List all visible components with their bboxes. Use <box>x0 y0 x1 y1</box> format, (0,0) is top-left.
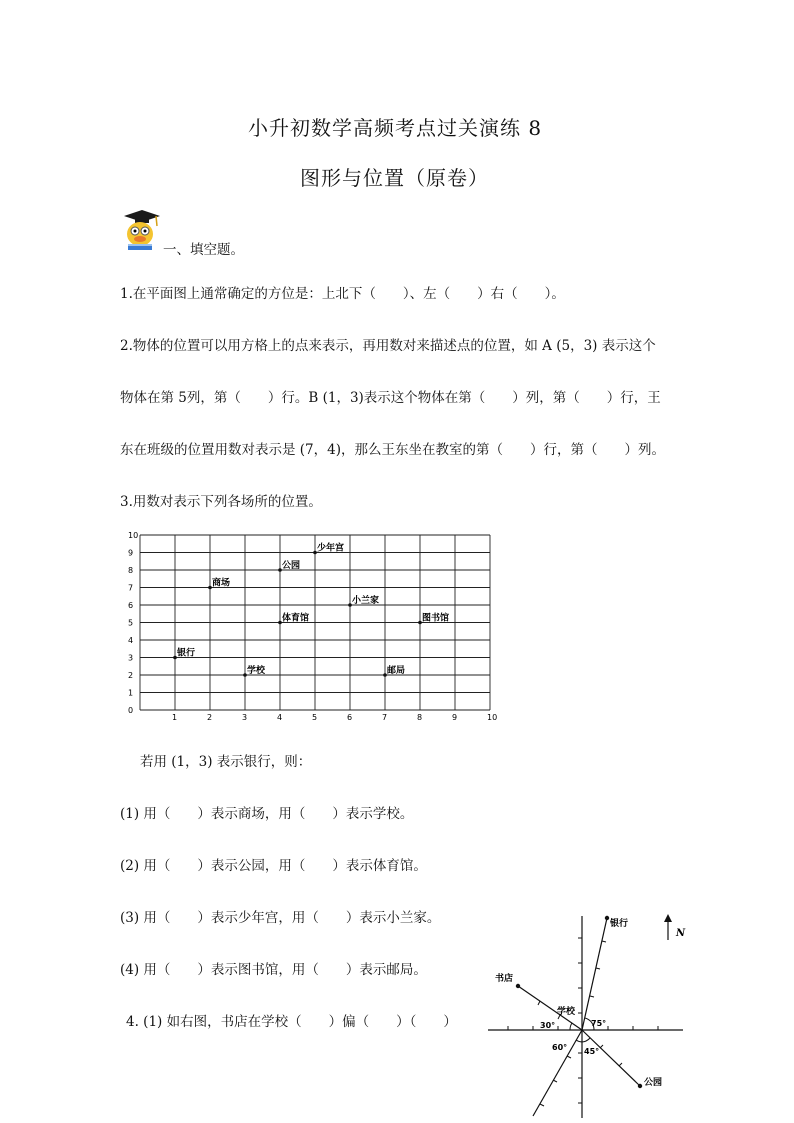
angle-75-label: 75° <box>591 1019 607 1028</box>
ray-to-park <box>582 1030 640 1086</box>
north-label: N <box>676 928 686 939</box>
place-label: 银行 <box>177 648 196 659</box>
angle-45-label: 45° <box>584 1047 600 1056</box>
question-4: 4. (1) 如右图，书店在学校（ ）偏（ ）（ ） <box>126 1014 457 1030</box>
page-title: 小升初数学高频考点过关演练 8 <box>248 116 543 140</box>
place-label: 图书馆 <box>422 613 450 624</box>
x-tick-label: 1 <box>172 713 178 722</box>
compass-diagram <box>478 908 708 1123</box>
question-3-intro: 若用 (1，3) 表示银行，则： <box>140 754 312 770</box>
x-tick-label: 10 <box>487 713 498 722</box>
x-tick-label: 9 <box>452 713 458 722</box>
question-3-1: (1) 用（ ）表示商场，用（ ）表示学校。 <box>120 806 414 822</box>
question-1: 1.在平面图上通常确定的方位是：上北下（ ）、左（ ）右（ ）。 <box>120 286 565 302</box>
section-heading: 一、填空题。 <box>163 242 244 258</box>
question-2-line-2: 物体在第 5列，第（ ）行。B (1，3)表示这个物体在第（ ）列，第（ ）行，王 <box>120 390 661 406</box>
x-tick-label: 8 <box>417 713 423 722</box>
y-tick-label: 1 <box>128 688 134 698</box>
question-3: 3.用数对表示下列各场所的位置。 <box>120 494 322 510</box>
y-tick-label: 9 <box>128 548 134 558</box>
place-label: 小兰家 <box>352 596 380 606</box>
page-subtitle: 图形与位置（原卷） <box>300 166 489 190</box>
y-tick-label: 6 <box>128 601 134 610</box>
x-tick-label: 7 <box>382 713 388 722</box>
x-tick-label: 6 <box>347 713 353 722</box>
place-label: 商场 <box>212 578 231 589</box>
y-tick-label: 7 <box>128 583 134 593</box>
place-label: 学校 <box>247 666 266 676</box>
x-tick-label: 3 <box>242 713 248 722</box>
question-3-4: (4) 用（ ）表示图书馆，用（ ）表示邮局。 <box>120 962 427 978</box>
y-tick-label: 0 <box>128 706 134 715</box>
angle-60-label: 60° <box>552 1043 568 1052</box>
bookstore-label: 书店 <box>495 974 514 984</box>
scholar-duck-icon <box>116 206 162 252</box>
question-2-line-1: 2.物体的位置可以用方格上的点来表示，再用数对来描述点的位置，如 A (5，3) 表示这个 <box>120 338 656 354</box>
y-tick-label: 8 <box>128 566 134 575</box>
y-tick-label: 10 <box>128 531 139 540</box>
y-tick-label: 4 <box>128 636 134 645</box>
bank-label: 银行 <box>610 919 629 929</box>
place-label: 少年宫 <box>317 543 345 554</box>
x-tick-label: 4 <box>277 713 283 722</box>
x-tick-label: 2 <box>207 713 213 722</box>
place-label: 体育馆 <box>282 613 310 624</box>
angle-30-label: 30° <box>540 1021 556 1030</box>
x-tick-label: 5 <box>312 713 318 722</box>
y-tick-label: 2 <box>128 671 134 680</box>
y-tick-label: 5 <box>128 618 134 628</box>
place-label: 邮局 <box>387 666 406 676</box>
question-3-3: (3) 用（ ）表示少年宫，用（ ）表示小兰家。 <box>120 910 441 926</box>
coordinate-grid <box>118 528 508 728</box>
school-label: 学校 <box>557 1007 576 1017</box>
place-label: 公园 <box>282 561 301 571</box>
ray-to-bank <box>582 918 607 1030</box>
question-3-2: (2) 用（ ）表示公园，用（ ）表示体育馆。 <box>120 858 427 874</box>
question-2-line-3: 东在班级的位置用数对表示是 (7，4)，那么王东坐在教室的第（ ）行，第（ ）列。 <box>120 442 666 458</box>
park-label: 公园 <box>644 1078 663 1088</box>
y-tick-label: 3 <box>128 653 134 663</box>
